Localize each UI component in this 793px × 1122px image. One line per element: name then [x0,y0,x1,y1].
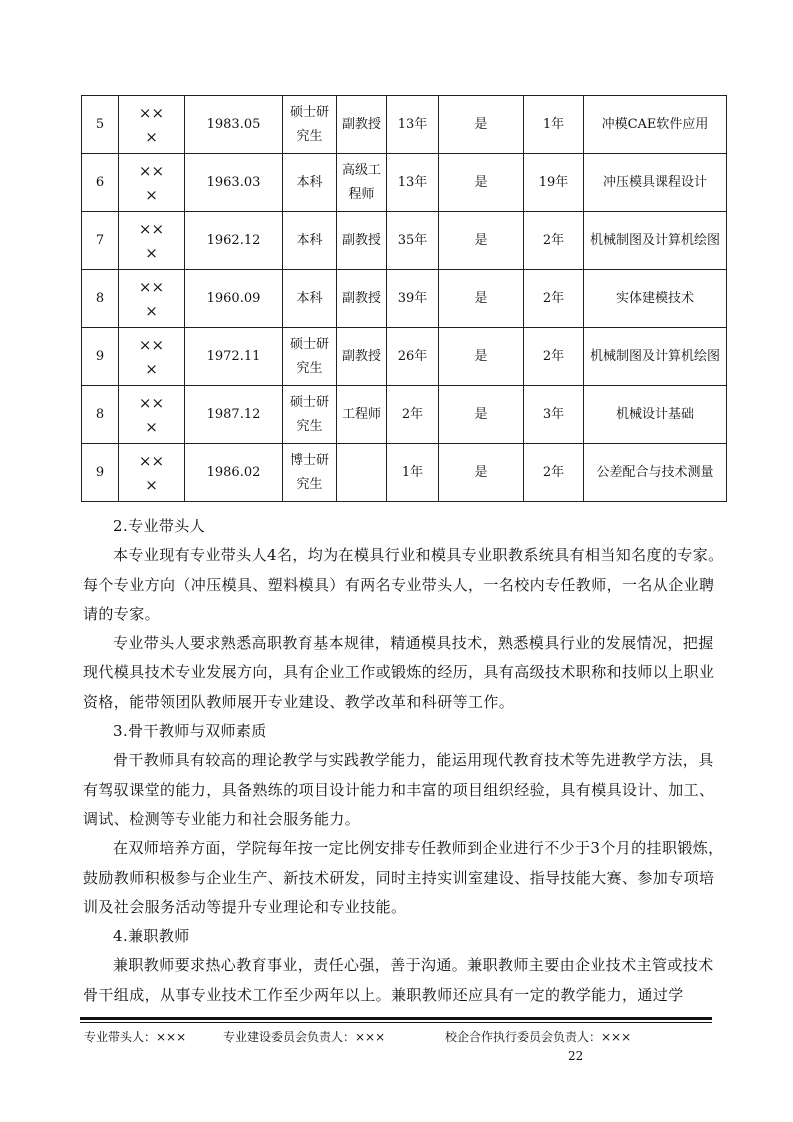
cell-name: ×× × [119,386,185,444]
paragraph: 在双师培养方面，学院每年按一定比例安排专任教师到企业进行不少于3个月的挂职锻炼，鼓励教师积极参与企业生产、新技术研发，同时主持实训室建设、指导技能大赛、参加专项培训及社会服务活动等提升专业理论和专业技能。 [83,839,724,916]
cell-name: ×× × [119,154,185,212]
cell-years: 2年 [387,386,439,444]
cell-dual: 是 [439,96,524,154]
cell-course: 实体建模技术 [584,270,727,328]
cell-course: 机械制图及计算机绘图 [584,212,727,270]
footer-rule-thin [80,1022,712,1023]
cell-education: 本科 [283,212,337,270]
cell-course: 公差配合与技术测量 [584,444,727,502]
cell-experience: 2年 [524,328,584,386]
table-row [82,212,727,270]
cell-education: 硕士研 究生 [283,328,337,386]
cell-experience: 19年 [524,154,584,212]
cell-title: 副教授 [337,328,387,386]
cell-title: 工程师 [337,386,387,444]
cell-education: 博士研 究生 [283,444,337,502]
section-heading-3: 3.骨干教师与双师素质 [113,722,267,741]
cell-title [337,444,387,502]
body-text [83,512,724,1010]
cell-no: 7 [82,212,119,270]
page-number: 22 [568,1049,584,1063]
cell-experience: 3年 [524,386,584,444]
cell-no: 9 [82,328,119,386]
cell-no: 6 [82,154,119,212]
cell-experience: 2年 [524,270,584,328]
cell-experience: 1年 [524,96,584,154]
cell-dual: 是 [439,154,524,212]
cell-title: 副教授 [337,212,387,270]
paragraph: 专业带头人要求熟悉高职教育基本规律，精通模具技术，熟悉模具行业的发展情况，把握现代模具技术专业发展方向，具有企业工作或锻炼的经历，具有高级技术职称和技师以上职业资格，能带领团队教师展开专业建设、教学改革和科研等工作。 [83,634,715,711]
section-heading-2: 2.专业带头人 [113,517,206,535]
section-heading-4: 4.兼职教师 [113,927,190,946]
cell-years: 1年 [387,444,439,502]
cell-title: 副教授 [337,96,387,154]
cell-dual: 是 [439,212,524,270]
cell-no: 8 [82,270,119,328]
paragraph: 兼职教师要求热心教育事业，责任心强，善于沟通。兼职教师主要由企业技术主管或技术骨干组成，从事专业技术工作至少两年以上。兼职教师还应具有一定的教学能力，通过学 [83,956,714,1004]
teacher-table-body [82,96,727,502]
cell-no: 9 [82,444,119,502]
cell-course: 冲压模具课程设计 [584,154,727,212]
footer-leader: 专业带头人：××× [84,1030,187,1044]
cell-name: ×× × [119,328,185,386]
footer-signatures [80,1028,720,1048]
cell-title: 副教授 [337,270,387,328]
cell-education: 本科 [283,154,337,212]
footer-rule-thick [80,1017,712,1020]
cell-no: 5 [82,96,119,154]
cell-birth: 1960.09 [185,270,283,328]
cell-name: ×× × [119,444,185,502]
cell-dual: 是 [439,328,524,386]
paragraph: 本专业现有专业带头人4名，均为在模具行业和模具专业职教系统具有相当知名度的专家。每个专业方向（冲压模具、塑料模具）有两名专业带头人，一名校内专任教师，一名从企业聘请的专家。 [83,546,724,623]
footer-committee: 专业建设委员会负责人：××× [223,1030,386,1044]
table-row [82,154,727,212]
cell-experience: 2年 [524,444,584,502]
paragraph: 骨干教师具有较高的理论教学与实践教学能力，能运用现代教育技术等先进教学方法，具有驾驭课堂的能力，具备熟练的项目设计能力和丰富的项目组织经验，具有模具设计、加工、调试、检测等专业能力和社会服务能力。 [83,751,715,828]
cell-course: 机械制图及计算机绘图 [584,328,727,386]
cell-dual: 是 [439,386,524,444]
footer-school-enterprise: 校企合作执行委员会负责人：××× [445,1030,632,1044]
cell-years: 26年 [387,328,439,386]
cell-education: 硕士研 究生 [283,386,337,444]
teacher-table [81,95,727,502]
cell-years: 13年 [387,154,439,212]
cell-experience: 2年 [524,212,584,270]
table-row [82,270,727,328]
cell-dual: 是 [439,444,524,502]
table-row [82,386,727,444]
cell-birth: 1972.11 [185,328,283,386]
cell-birth: 1986.02 [185,444,283,502]
cell-course: 机械设计基础 [584,386,727,444]
table-row [82,96,727,154]
table-row [82,328,727,386]
cell-birth: 1983.05 [185,96,283,154]
cell-title: 高级工 程师 [337,154,387,212]
cell-education: 本科 [283,270,337,328]
cell-years: 39年 [387,270,439,328]
cell-birth: 1962.12 [185,212,283,270]
cell-no: 8 [82,386,119,444]
table-row [82,444,727,502]
cell-name: ×× × [119,270,185,328]
cell-birth: 1987.12 [185,386,283,444]
cell-years: 13年 [387,96,439,154]
cell-course: 冲模CAE软件应用 [584,96,727,154]
cell-years: 35年 [387,212,439,270]
cell-name: ×× × [119,212,185,270]
cell-name: ×× × [119,96,185,154]
cell-birth: 1963.03 [185,154,283,212]
cell-dual: 是 [439,270,524,328]
cell-education: 硕士研 究生 [283,96,337,154]
